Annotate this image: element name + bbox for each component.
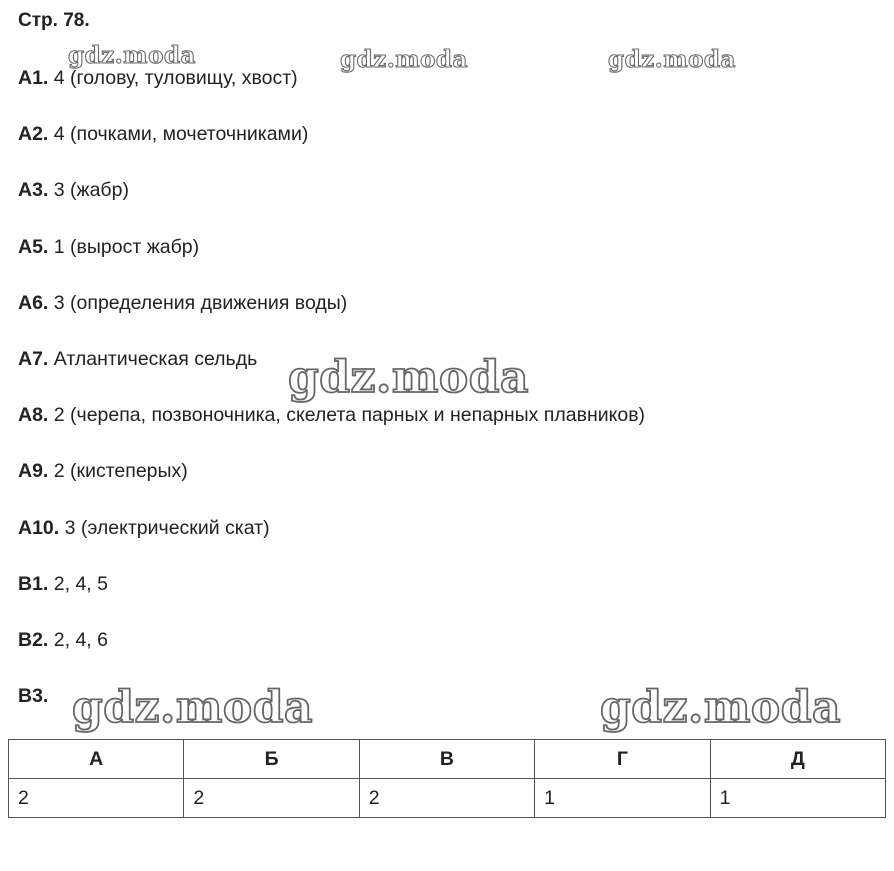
answer-label: А5. [18,235,49,258]
answer-label: В1. [18,572,49,595]
table-row [9,779,886,818]
watermark: gdz.moda [608,46,736,73]
answer-text: 2 (кистеперых) [53,460,188,483]
answer-label: А2. [18,123,49,146]
table-header-cell: А [9,740,184,779]
answer-text: 2, 4, 6 [53,628,108,651]
answer-label: А7. [18,347,49,370]
answer-a6 [18,291,645,347]
table-cell: 2 [184,779,359,818]
answer-label: А6. [18,291,49,314]
answer-label: В2. [18,628,49,651]
answer-text: 1 (вырост жабр) [53,235,200,258]
answer-a3 [18,178,645,234]
answer-b2 [18,628,645,684]
answer-a2 [18,122,645,178]
table-header-cell: В [359,740,534,779]
answer-a1 [18,66,645,122]
answer-label: А3. [18,179,49,202]
table-cell: 2 [359,779,534,818]
answers-list [18,66,645,684]
answer-text: Атлантическая сельдь [53,347,258,370]
table-header-cell: Г [535,740,710,779]
answer-label: А9. [18,460,49,483]
table-cell: 2 [9,779,184,818]
answer-b1 [18,572,645,628]
answer-a8 [18,403,645,459]
answer-label: А1. [18,67,49,89]
watermark: gdz.moda [340,46,468,73]
watermark: gdz.moda [72,682,314,733]
answer-text: 2 (черепа, позвоночника, скелета парных и непарных плавников) [53,404,646,427]
table-header-cell: Б [184,740,359,779]
page-title: Стр. 78. [18,10,90,31]
table-cell: 1 [710,779,885,818]
answer-a5 [18,235,645,291]
answer-text: 3 (жабр) [53,179,129,202]
answer-a10 [18,516,645,572]
table-cell: 1 [535,779,710,818]
table-header-cell: Д [710,740,885,779]
answer-a7 [18,347,645,403]
answer-text: 4 (почками, мочеточниками) [53,123,309,146]
answer-text: 2, 4, 5 [53,572,108,595]
answer-a9 [18,459,645,515]
watermark: gdz.moda [68,42,196,69]
watermark: gdz.moda [288,352,530,403]
table-header-row [9,740,886,779]
b3-answer-table [8,739,886,818]
answer-text: 3 (электрический скат) [64,516,270,539]
watermark: gdz.moda [600,682,842,733]
answer-b3-label: В3. [18,685,49,707]
answer-label: А8. [18,404,49,427]
answer-label: А10. [18,516,60,539]
answer-text: 3 (определения движения воды) [53,291,348,314]
answer-text: 4 (голову, туловищу, хвост) [53,67,298,89]
